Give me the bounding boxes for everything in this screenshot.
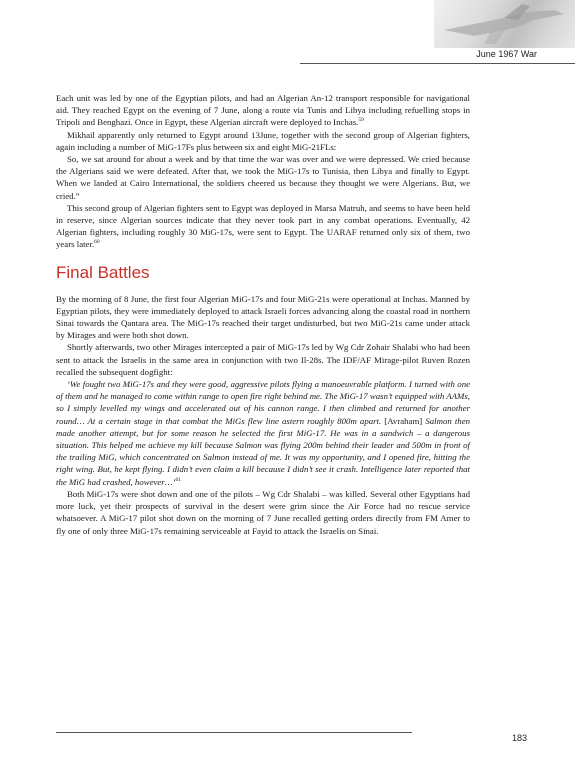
paragraph: Shortly afterwards, two other Mirages intercepted a pair of MiG-17s led by Wg Cdr Zohair Shalabi who had been sent to attack the Israelis in the same area in conjunction with two Il-28s. The IDF/AF Mirage-pilot Ruven Rozen recalled the subsequent dogfight: <box>56 342 470 377</box>
aircraft-silhouette-icon <box>434 0 575 48</box>
aircraft-photo-icon <box>434 0 575 48</box>
italic-quote: ‘We fought two MiG-17s and they were good, aggressive pilots flying a manoeuvrable platform. I turned with one of them and he managed to come within range to open fire right behind me. The MiG-17 wasn’t equipped with AAMs, so I simply levelled my wings and accelerated out of his cannon range. I then climbed and returned for another round… At a certain stage in that combat the MiGs flew line astern roughly 800m apart. [Avraham] Salmon then made another attempt, but for some reason he selected the first MiG-17. He was in a sandwich – a dangerous situation. This helped me achieve my kill because Salmon was flying 200m behind their leader and 500m in front of the trailing MiG, which concentrated on Salmon instead of me. It was my opportunity, and I opened fire, hitting the right wing. But, he kept flying. I didn’t even claim a kill because I didn’t see it crash. Intelligence later reported that the MiG had crashed, however…’$^{61}$ <box>56 379 470 487</box>
footer-rule <box>56 732 412 733</box>
block-quote: So, we sat around for about a week and by that time the war was over and we were depressed. We cried because the Algerians said we were defeated. After that, we took the MiG-17s to Tunisia, then Libya and finally to Egypt. When we landed at Cairo International, the soldiers cheered us because they thought we were Algerians. But, we cried.” <box>56 154 470 201</box>
paragraph: This second group of Algerian fighters sent to Egypt was deployed in Marsa Matruh, and seems to have been held in reserve, since Algerian sources indicate that they never took part in any combat operations. Eventually, 42 Algerian fighters, including roughly 30 MiG-17s, were sent to Egypt. The UARAF returned only six of them, two years later.$^{60}$ <box>56 202 470 250</box>
paragraph: By the morning of 8 June, the first four Algerian MiG-17s and four MiG-21s were operational at Inchas. Manned by Egyptian pilots, they were immediately deployed to attack Israeli forces advancing along the coastal road in northern Sinai towards the Qantara area. The MiG-17s reached their target undisturbed, but two MiG-21s came under attack by Mirages and were both shot down. <box>56 293 470 341</box>
header-rule <box>300 63 575 64</box>
page-body <box>56 92 470 537</box>
paragraph: Mikhail apparently only returned to Egypt around 13June, together with the second group of Algerian fighters, again including a number of MiG-17Fs plus between six and eight MiG-21FLs: <box>56 129 470 152</box>
footnote-ref: 60 <box>94 239 100 246</box>
running-head: June 1967 War <box>476 49 537 59</box>
paragraph: Both MiG-17s were shot down and one of the pilots – Wg Cdr Shalabi – was killed. Several other Egyptians had more luck, yet their prospects of survival in the desert were grim since the Air Force had no rescue service whatsoever. A MiG-17 pilot shot down on the morning of 7 June recalled getting orders directly from FM Amer to fly one of only three MiG-17s remaining serviceable at Fayid to attack the Israelis on Sinai. <box>56 488 470 536</box>
paragraph: Each unit was led by one of the Egyptian pilots, and had an Algerian An-12 transport responsible for navigational aid. They reached Egypt on the evening of 7 June, along a route via Tunis and Libya including refuelling stops in Tripoli and Benghazi. Once in Egypt, these Algerian aircraft were deployed to Inchas.$^{59}$ <box>56 93 470 128</box>
section-heading: Final Battles <box>56 262 150 282</box>
footnote-ref: 59 <box>358 117 364 124</box>
footnote-ref: 61 <box>175 476 181 483</box>
page-number: 183 <box>511 733 527 743</box>
